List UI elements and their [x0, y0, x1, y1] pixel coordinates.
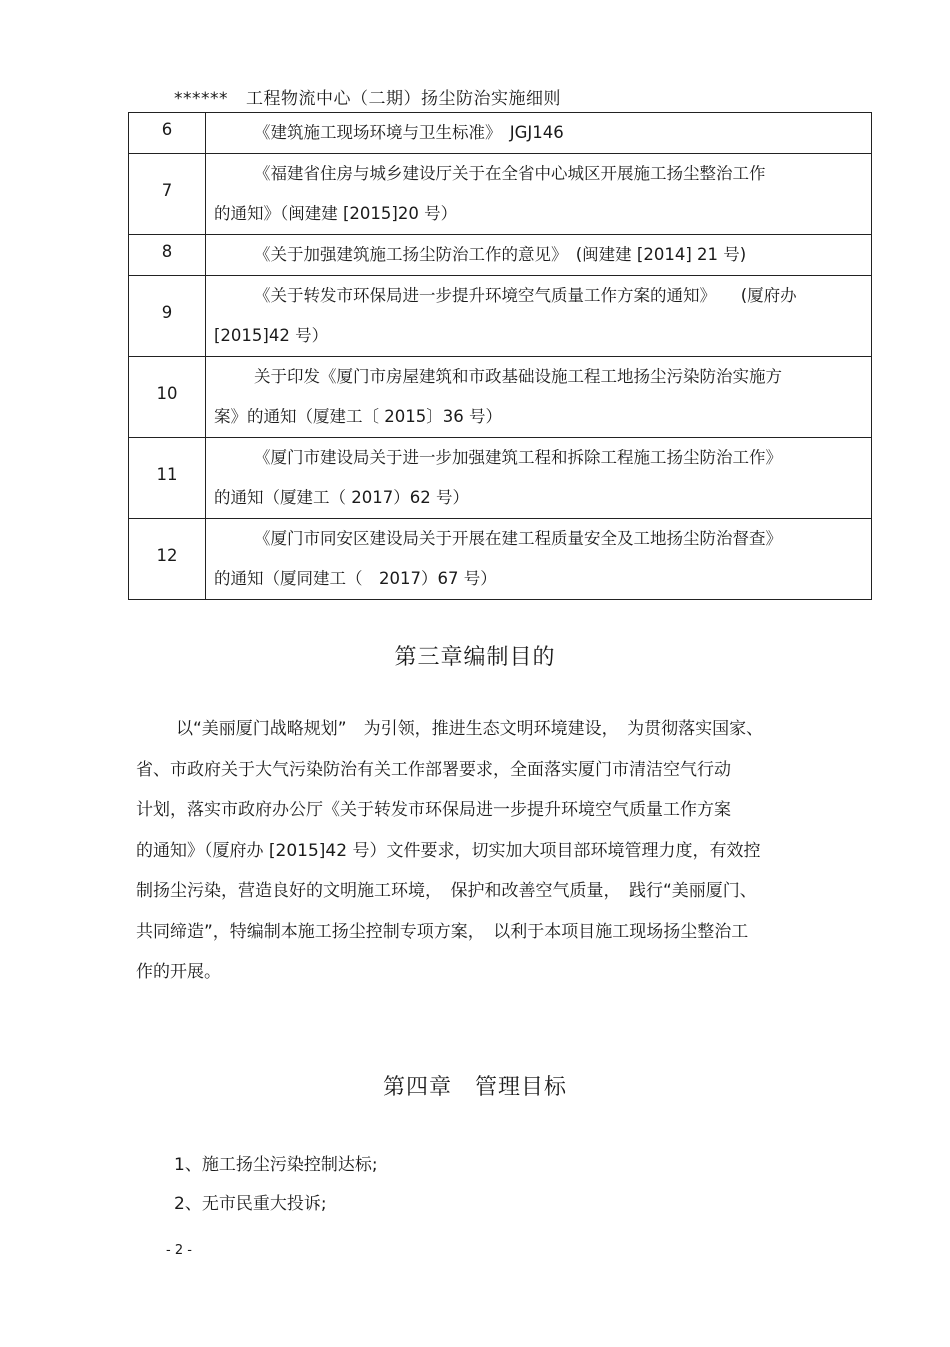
- goal-item: 1、施工扬尘污染控制达标;: [174, 1155, 378, 1175]
- paragraph-line: 的通知》（厦府办 [2015]42 号）文件要求，切实加大项目部环境管理力度，有效控: [136, 840, 761, 861]
- row-number: 9: [129, 276, 206, 357]
- reference-table: [128, 112, 872, 600]
- row-text: 《厦门市建设局关于进一步加强建筑工程和拆除工程施工扬尘防治工作》 的通知（厦建工（ 2017）62 号）: [206, 438, 872, 519]
- row-text: 《关于转发市环保局进一步提升环境空气质量工作方案的通知》 (厦府办 [2015]42 号）: [206, 276, 872, 357]
- running-header: [174, 84, 561, 109]
- paragraph-line: 制扬尘污染，营造良好的文明施工环境， 保护和改善空气质量， 践行“美丽厦门、: [136, 881, 757, 901]
- paragraph-line: 计划，落实市政府办公厅《关于转发市环保局进一步提升环境空气质量工作方案: [136, 800, 731, 820]
- row-text: 《福建省住房与城乡建设厅关于在全省中心城区开展施工扬尘整治工作 的通知》（闽建建 [2015]20 号）: [206, 154, 872, 235]
- paragraph-line: 作的开展。: [136, 962, 221, 982]
- table-row: [129, 154, 872, 235]
- row-text: 《厦门市同安区建设局关于开展在建工程质量安全及工地扬尘防治督查》 的通知（厦同建工（ 2017）67 号）: [206, 519, 872, 600]
- header-title: 工程物流中心（二期）扬尘防治实施细则: [246, 89, 561, 109]
- table-row: [129, 276, 872, 357]
- row-number: 7: [129, 154, 206, 235]
- row-number: 12: [129, 519, 206, 600]
- row-number: 11: [129, 438, 206, 519]
- goal-item: 2、无市民重大投诉;: [174, 1194, 327, 1214]
- paragraph-line: 共同缔造”，特编制本施工扬尘控制专项方案， 以利于本项目施工现场扬尘整治工: [136, 921, 749, 942]
- row-number: 10: [129, 357, 206, 438]
- row-text: 《建筑施工现场环境与卫生标准》 JGJ146: [206, 113, 872, 154]
- table-row: [129, 357, 872, 438]
- header-stars: ******: [174, 89, 228, 109]
- row-number: 6: [129, 113, 206, 154]
- table-row: [129, 519, 872, 600]
- page-number: - 2 -: [166, 1243, 192, 1258]
- chapter-4-title: 第四章 管理目标: [382, 1075, 567, 1100]
- table-row: [129, 235, 872, 276]
- table-row: [129, 113, 872, 154]
- chapter-3-paragraph: [136, 709, 816, 993]
- row-text: 《关于加强建筑施工扬尘防治工作的意见》 (闽建建 [2014] 21 号): [206, 235, 872, 276]
- paragraph-line: 以“美丽厦门战略规划” 为引领，推进生态文明环境建设， 为贯彻落实国家、: [176, 719, 764, 739]
- row-text: 关于印发《厦门市房屋建筑和市政基础设施工程工地扬尘污染防治实施方 案》的通知（厦建工〔 2015〕36 号）: [206, 357, 872, 438]
- chapter-3-title: 第三章编制目的: [394, 645, 556, 670]
- paragraph-line: 省、市政府关于大气污染防治有关工作部署要求，全面落实厦门市清洁空气行动: [136, 759, 731, 780]
- row-number: 8: [129, 235, 206, 276]
- table-row: [129, 438, 872, 519]
